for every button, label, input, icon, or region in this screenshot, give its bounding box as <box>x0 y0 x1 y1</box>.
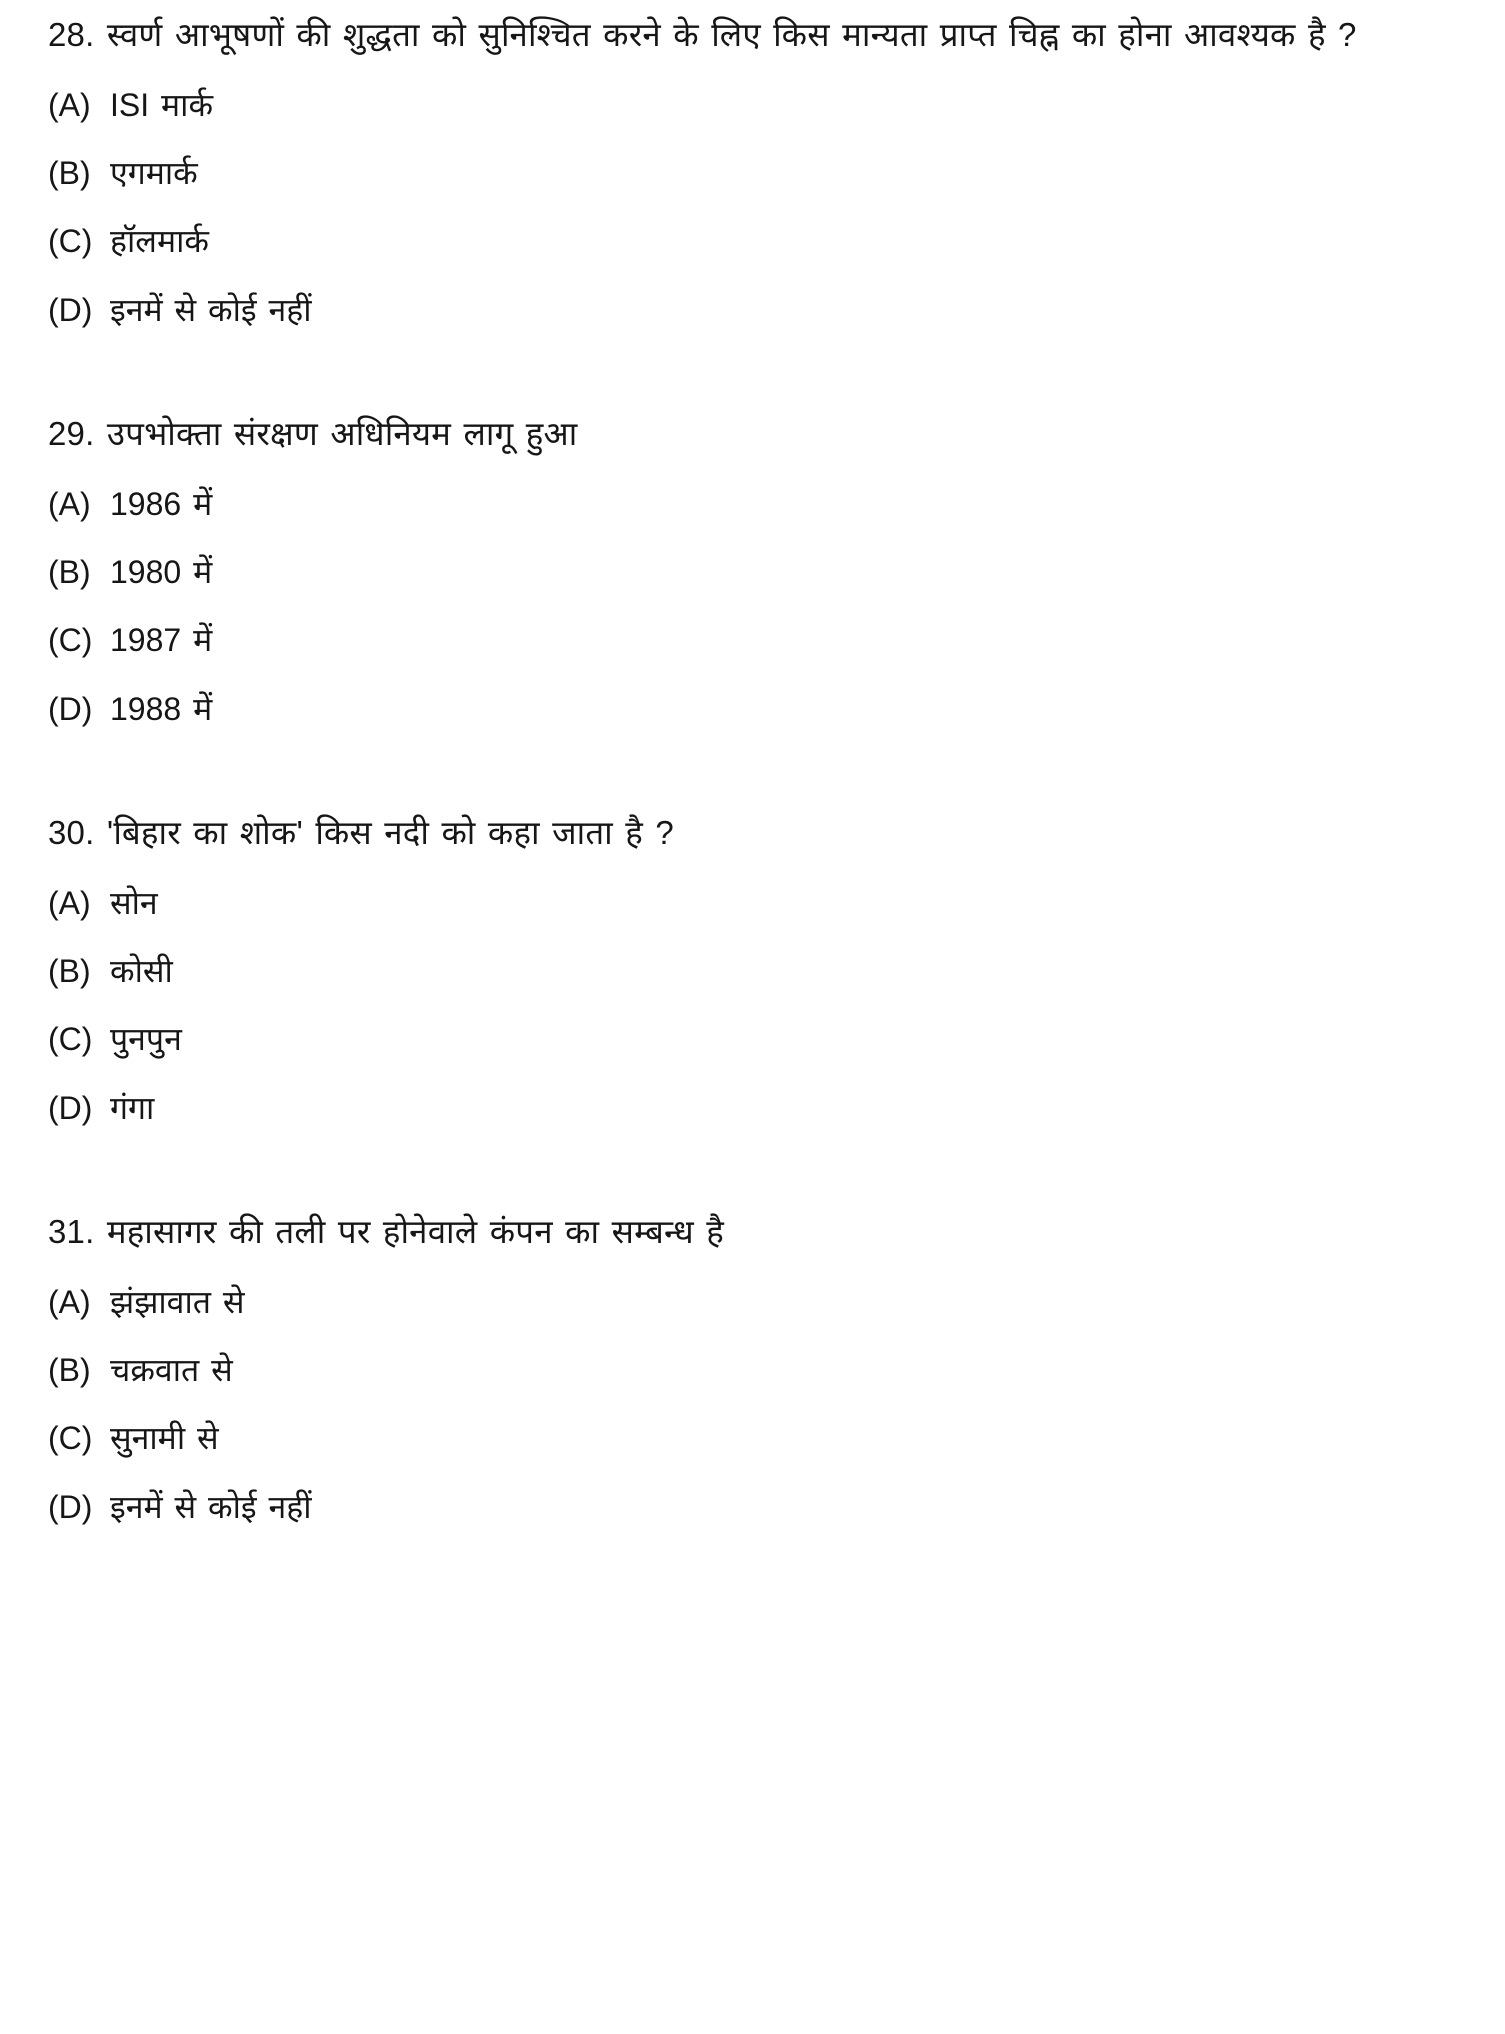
option-text: सुनामी से <box>110 1420 219 1457</box>
option-label: (C) <box>48 622 93 659</box>
option-label: (D) <box>48 291 93 328</box>
option-list <box>48 481 1445 733</box>
option-label: (C) <box>48 1420 93 1457</box>
option-text: एगमार्क <box>110 154 198 191</box>
list-item[interactable] <box>48 1016 1445 1062</box>
list-item[interactable] <box>48 82 1445 128</box>
option-label: (C) <box>48 223 93 260</box>
option-label: (B) <box>48 553 91 590</box>
option-text: हॉलमार्क <box>110 223 209 260</box>
question-block <box>48 409 1445 732</box>
list-item[interactable] <box>48 549 1445 595</box>
list-item[interactable] <box>48 617 1445 663</box>
option-label: (A) <box>48 86 91 123</box>
question-block <box>48 10 1445 333</box>
list-item[interactable] <box>48 218 1445 264</box>
option-list <box>48 880 1445 1132</box>
option-label: (A) <box>48 485 91 522</box>
option-label: (D) <box>48 690 93 727</box>
option-text: 1987 में <box>110 622 213 659</box>
option-text: झंझावात से <box>110 1283 245 1320</box>
list-item[interactable] <box>48 481 1445 527</box>
question-text: 30. 'बिहार का शोक' किस नदी को कहा जाता है ? <box>48 814 674 852</box>
question-block <box>48 808 1445 1131</box>
option-text: कोसी <box>110 953 173 990</box>
list-item[interactable] <box>48 287 1445 333</box>
question-block <box>48 1207 1445 1530</box>
option-text: 1986 में <box>110 485 213 522</box>
option-text: गंगा <box>110 1089 155 1126</box>
option-label: (A) <box>48 1283 91 1320</box>
option-label: (B) <box>48 1352 91 1389</box>
option-label: (B) <box>48 953 91 990</box>
option-list <box>48 1279 1445 1531</box>
list-item[interactable] <box>48 880 1445 926</box>
question-text: 29. उपभोक्ता संरक्षण अधिनियम लागू हुआ <box>48 415 578 453</box>
list-item[interactable] <box>48 1347 1445 1393</box>
list-item[interactable] <box>48 1279 1445 1325</box>
question-text: 31. महासागर की तली पर होनेवाले कंपन का सम्बन्ध है <box>48 1213 724 1251</box>
option-label: (A) <box>48 884 91 921</box>
option-text: चक्रवात से <box>110 1352 233 1389</box>
option-text: पुनपुन <box>110 1021 182 1058</box>
option-label: (D) <box>48 1488 93 1525</box>
list-item[interactable] <box>48 686 1445 732</box>
list-item[interactable] <box>48 1085 1445 1131</box>
option-text: 1988 में <box>110 690 213 727</box>
option-text: सोन <box>110 884 158 921</box>
option-label: (C) <box>48 1021 93 1058</box>
list-item[interactable] <box>48 1484 1445 1530</box>
option-text: इनमें से कोई नहीं <box>110 1488 312 1525</box>
list-item[interactable] <box>48 948 1445 994</box>
list-item[interactable] <box>48 1415 1445 1461</box>
option-label: (D) <box>48 1089 93 1126</box>
option-label: (B) <box>48 154 91 191</box>
option-text: इनमें से कोई नहीं <box>110 291 312 328</box>
option-text: 1980 में <box>110 553 213 590</box>
question-text: 28. स्वर्ण आभूषणों की शुद्धता को सुनिश्चित करने के लिए किस मान्यता प्राप्त चिह्न का होना आवश्यक है ? <box>48 16 1357 53</box>
option-list <box>48 82 1445 334</box>
list-item[interactable] <box>48 150 1445 196</box>
option-text: ISI मार्क <box>110 86 214 123</box>
